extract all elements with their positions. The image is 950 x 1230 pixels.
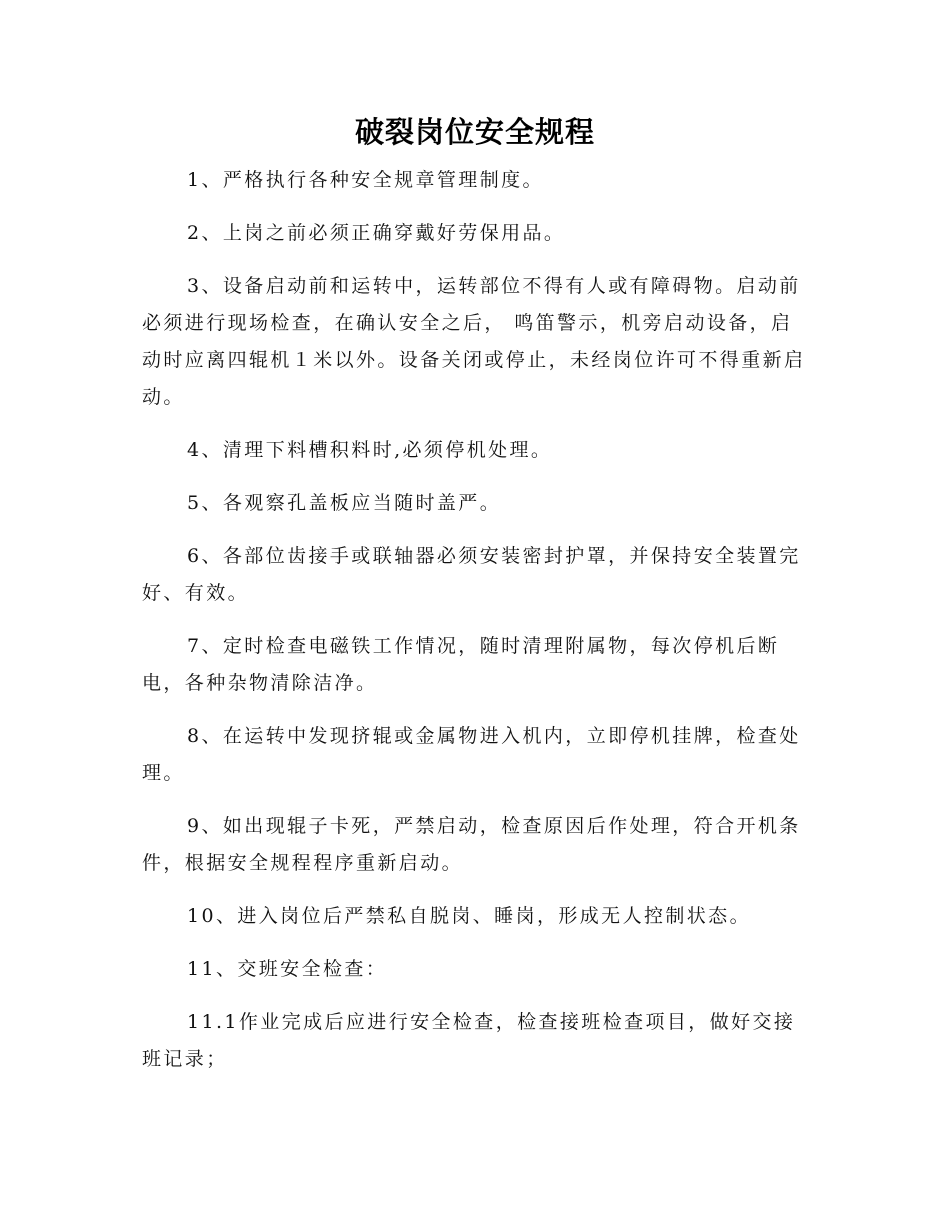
rule-paragraph-11: 11、交班安全检查：	[187, 958, 388, 980]
rule-paragraph-10: 10、进入岗位后严禁私自脱岗、睡岗，形成无人控制状态。	[187, 905, 751, 927]
rule-paragraph-9: 9、如出现辊子卡死，严禁启动，检查原因后作处理，符合开机条件，根据安全规程程序重新启动。	[142, 815, 801, 874]
rule-paragraph-3: 3、设备启动前和运转中，运转部位不得有人或有障碍物。启动前必须进行现场检查，在确认安全之后， 鸣笛警示，机旁启动设备，启动时应离四辊机１米以外。设备关闭或停止，未经岗位许可不得重新启动。	[142, 275, 806, 408]
rule-paragraph-7: 7、定时检查电磁铁工作情况，随时清理附属物，每次停机后断电，各种杂物清除洁净。	[142, 635, 780, 694]
rule-paragraph-1: 1、严格执行各种安全规章管理制度。	[187, 169, 544, 191]
rule-paragraph-8: 8、在运转中发现挤辊或金属物进入机内，立即停机挂牌，检查处理。	[142, 725, 801, 784]
rule-paragraph-4: 4、清理下料槽积料时,必须停机处理。	[187, 439, 553, 461]
rule-paragraph-11-1: 11.1作业完成后应进行安全检查，检查接班检查项目，做好交接班记录；	[142, 1011, 796, 1070]
document-title: 破裂岗位安全规程	[354, 115, 595, 149]
rule-paragraph-6: 6、各部位齿接手或联轴器必须安装密封护罩，并保持安全装置完好、有效。	[142, 545, 801, 604]
document-body	[142, 162, 808, 1094]
rule-paragraph-2: 2、上岗之前必须正确穿戴好劳保用品。	[187, 222, 566, 244]
rule-paragraph-5: 5、各观察孔盖板应当随时盖严。	[187, 492, 502, 514]
